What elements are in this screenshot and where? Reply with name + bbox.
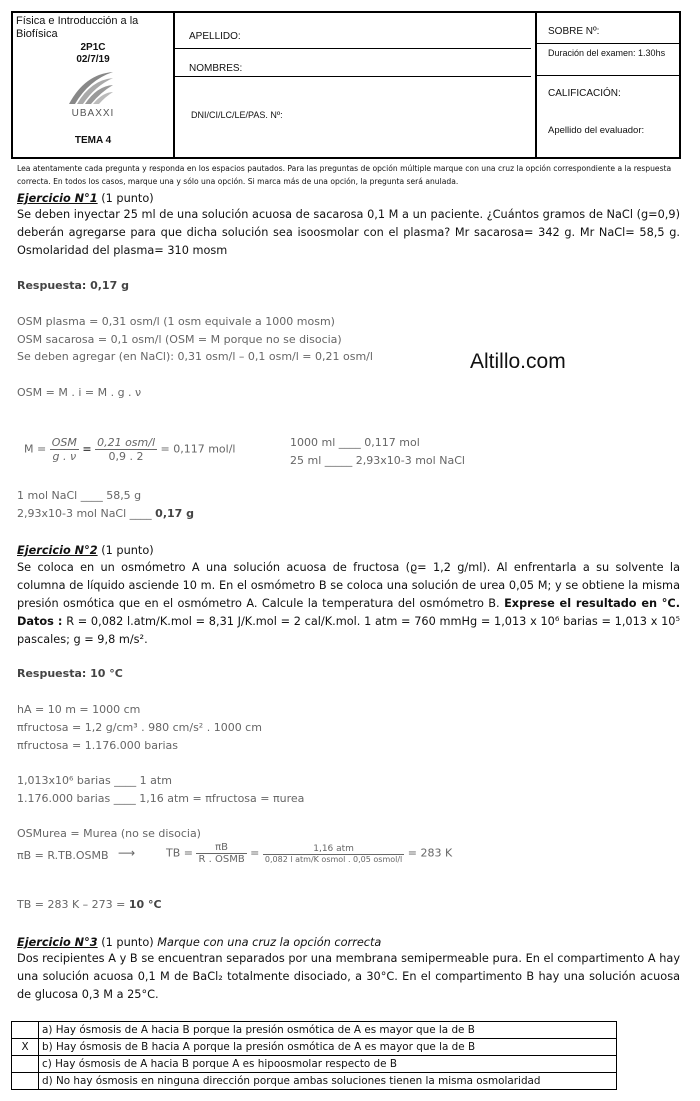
ej1-answer: Respuesta: 0,17 g (17, 279, 129, 292)
ej2-statement: Se coloca en un osmómetro A una solución acuosa de fructosa (ϱ= 1,2 g/ml). Al enfrentarla a su solvente la columna de líquido asciende 10 m. En el osmómetro B se coloca una solución de urea 0,05 M; y se obtiene la misma presión osmótica que en el osmómetro A. Calcule la temperatura del osmómetro B. Exprese el resultado en °C. Datos : R = 0,082 l.atm/K.mol = 8,31 J/K.mol = 2 cal/K.mol. 1 atm = 760 mmHg = 1,013 x 10⁶ barias = 1,013 x 10⁵ pascales; g = 9,8 m/s². (17, 561, 681, 646)
ej2-points: (1 punto) (101, 544, 154, 557)
option-mark[interactable] (12, 1073, 39, 1090)
option-row[interactable] (12, 1039, 617, 1056)
university-logo (65, 70, 115, 106)
tema-label: TEMA 4 (74, 135, 112, 146)
watermark: Altillo.com (470, 350, 566, 373)
apellido-label: APELLIDO: (189, 31, 241, 42)
ej2-title: Ejercicio N°2 (17, 544, 98, 557)
ej1-formula: OSM = M . i = M . g . ν (17, 386, 142, 399)
instructions: Lea atentamente cada pregunta y responda en los espacios pautados. Para las preguntas de opción múltiple marque con una cruz la opción correspondiente a la respuesta correcta. En todos los casos, marque una y sólo una opción. Si marca más de una opción, la pregunta será anulada. (17, 164, 672, 186)
ej1-m-equation: M = $\frac{\text{OSM}}{g . \nu}$ = $\frac{\text{0,21 osm/l}}{0,9 . 2}$ = 0,117 mol/l (24, 436, 236, 463)
ej1-rule1-b: 25 ml _____ 2,93x10-3 mol NaCl (290, 454, 465, 467)
option-text: c) Hay ósmosis de A hacia B porque A es hipoosmolar respecto de B (39, 1056, 617, 1073)
ej1-rule2-b: 2,93x10-3 mol NaCl ____ 0,17 g (17, 507, 195, 520)
ej2-rule-a: 1,013x10⁶ barias ____ 1 atm (17, 774, 172, 787)
option-text: d) No hay ósmosis en ninguna dirección porque ambas soluciones tienen la misma osmolaridad (39, 1073, 617, 1090)
duracion-label: Duración del examen: 1.30hs (548, 48, 666, 58)
arrow-icon: ⟶ (118, 846, 136, 860)
option-mark[interactable]: X (12, 1039, 39, 1056)
option-row[interactable] (12, 1022, 617, 1039)
ej1-rule2-a: 1 mol NaCl ____ 58,5 g (17, 489, 142, 502)
dni-label: DNI/CI/LC/LE/PAS. Nº: (191, 110, 283, 120)
ej2-line-2: πfructosa = 1,2 g/cm³ . 980 cm/s² . 1000 cm (17, 721, 262, 734)
ej2-final: TB = 283 K – 273 = 10 °C (17, 898, 162, 911)
option-row[interactable] (12, 1056, 617, 1073)
calificacion-label: CALIFICACIÓN: (548, 88, 621, 99)
nombres-label: NOMBRES: (189, 63, 243, 74)
option-text: b) Hay ósmosis de B hacia A porque la presión osmótica de A es mayor que la de B (39, 1039, 617, 1056)
ej3-statement: Dos recipientes A y B se encuentran separados por una membrana semipermeable pura. En el compartimento A hay una solución acuosa 0,1 M de BaCl₂ totalmente disociado, a 30°C. En el compartimento B hay una solución acuosa de glucosa 0,3 M a 25°C. (17, 952, 680, 1001)
option-row[interactable] (12, 1073, 617, 1090)
ej2-heading (17, 542, 680, 560)
ej2-answer: Respuesta: 10 °C (17, 667, 123, 680)
course-title: Física e Introducción a la Biofísica (16, 15, 139, 40)
ej3-options-table (11, 1021, 617, 1090)
option-mark[interactable] (12, 1056, 39, 1073)
ej2-pi-line: πB = R.TB.OSMB (17, 849, 109, 862)
ej2-line-3: πfructosa = 1.176.000 barias (17, 739, 179, 752)
sobre-label: SOBRE Nº: (548, 26, 600, 37)
ej1-statement: Se deben inyectar 25 ml de una solución acuosa de sacarosa 0,1 M a un paciente. ¿Cuántos gramos de NaCl (g=0,9) deberán agregarse para que dicha solución sea isoosmolar con el plasma? Mr sacarosa= 342 g. Mr NaCl= 58,5 g. Osmolaridad del plasma= 310 mosm (17, 208, 680, 257)
ej1-points: (1 punto) (101, 192, 154, 205)
exam-date: 02/7/19 (76, 54, 110, 65)
ej3-title: Ejercicio N°3 (17, 936, 98, 949)
ej2-rule-b: 1.176.000 barias ____ 1,16 atm = πfructosa = πurea (17, 792, 305, 805)
exam-code: 2P1C (80, 42, 106, 53)
option-mark[interactable] (12, 1022, 39, 1039)
evaluador-label: Apellido del evaluador: (548, 125, 645, 136)
ej1-title: Ejercicio N°1 (17, 192, 98, 205)
ej1-line-3: Se deben agregar (en NaCl): 0,31 osm/l – 0,1 osm/l = 0,21 osm/l (17, 350, 373, 363)
ej1-line-1: OSM plasma = 0,31 osm/l (1 osm equivale a 1000 mosm) (17, 315, 335, 328)
ej3-subtitle: Marque con una cruz la opción correcta (157, 936, 382, 949)
ej2-osm-line: OSMurea = Murea (no se disocia) (17, 827, 201, 840)
ej3-points: (1 punto) (101, 936, 154, 949)
ej1-line-2: OSM sacarosa = 0,1 osm/l (OSM = M porque no se disocia) (17, 333, 342, 346)
option-text: a) Hay ósmosis de A hacia B porque la presión osmótica de A es mayor que la de B (39, 1022, 617, 1039)
ej2-tb-equation: TB = $\frac{\pi B}{\text{R . OSMB}}$ = $\frac{\text{1,16 atm}}{\text{0,082 l atm/K osmol . 0,05 osmol/l}}$ = 283 K (166, 842, 453, 865)
ej1-rule1-a: 1000 ml ____ 0,117 mol (290, 436, 420, 449)
exam-header (11, 11, 681, 159)
university-name: UBAXXI (71, 108, 115, 119)
ej2-line-1: hA = 10 m = 1000 cm (17, 703, 141, 716)
